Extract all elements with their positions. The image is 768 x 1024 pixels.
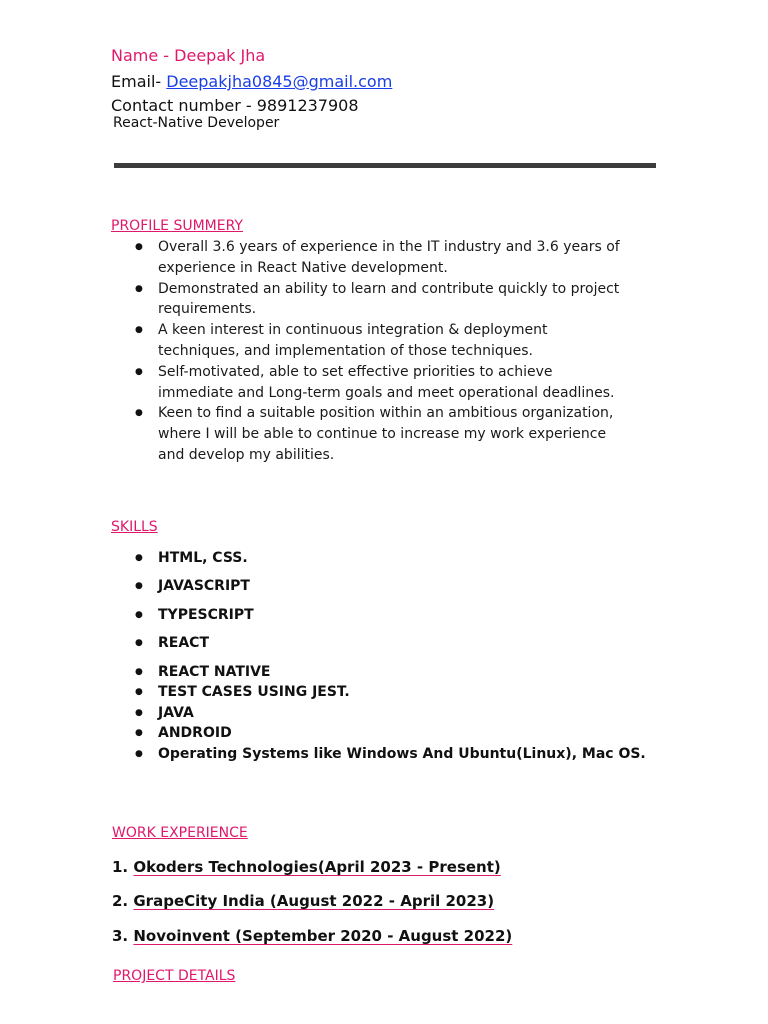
skill-item: ● TEST CASES USING JEST. — [111, 682, 711, 703]
email-line — [111, 72, 392, 91]
work-item-text: Okoders Technologies(April 2023 - Present) — [133, 858, 501, 876]
email-label: Email- — [111, 72, 162, 91]
summary-item: ● Overall 3.6 years of experience in the IT industry and 3.6 years of experience in React Native development. — [111, 237, 631, 279]
skill-item: ● JAVA — [111, 703, 711, 724]
work-item — [112, 927, 512, 945]
email-link[interactable]: Deepakjha0845@gmail.com — [166, 72, 393, 91]
summary-item: ● A keen interest in continuous integration & deployment techniques, and implementation of those techniques. — [111, 320, 631, 362]
profile-summary-list — [111, 237, 631, 466]
work-item-number: 2. — [112, 892, 129, 910]
work-item-text: GrapeCity India (August 2022 - April 2023) — [133, 892, 495, 910]
profile-summary-heading: PROFILE SUMMERY — [111, 218, 243, 234]
skill-item: ● REACT — [111, 633, 711, 654]
work-item-number: 3. — [112, 927, 129, 945]
work-item-text: Novoinvent (September 2020 - August 2022) — [133, 927, 513, 945]
skill-item: ● REACT NATIVE — [111, 662, 711, 683]
header-divider — [114, 163, 656, 168]
skill-item: ● HTML, CSS. — [111, 548, 711, 569]
work-experience-heading: WORK EXPERIENCE — [112, 825, 248, 841]
summary-item: ● Self-motivated, able to set effective priorities to achieve immediate and Long-term goals and meet operational deadlines. — [111, 362, 631, 404]
job-role: React-Native Developer — [113, 115, 280, 131]
skill-item: ● ANDROID — [111, 723, 711, 744]
contact-number: Contact number - 9891237908 — [111, 96, 359, 115]
skill-item: ● TYPESCRIPT — [111, 605, 711, 626]
work-item-number: 1. — [112, 858, 129, 876]
work-item — [112, 858, 501, 876]
skills-heading: SKILLS — [111, 519, 158, 535]
project-details-heading: PROJECT DETAILS — [113, 968, 236, 984]
candidate-name: Name - Deepak Jha — [111, 46, 266, 65]
skill-item: ● JAVASCRIPT — [111, 576, 711, 597]
summary-item: ● Demonstrated an ability to learn and contribute quickly to project requirements. — [111, 279, 631, 321]
summary-item: ● Keen to find a suitable position within an ambitious organization, where I will be able to continue to increase my work experience and develop my abilities. — [111, 403, 631, 465]
work-item — [112, 892, 494, 910]
skills-list — [111, 548, 711, 765]
skill-item: ● Operating Systems like Windows And Ubuntu(Linux), Mac OS. — [111, 744, 711, 765]
